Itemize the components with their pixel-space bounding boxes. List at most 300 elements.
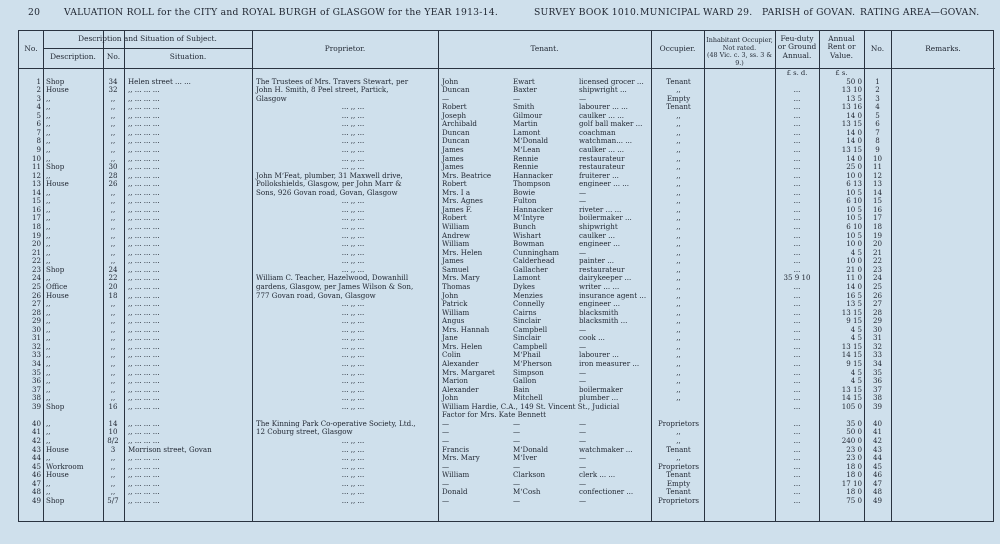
occupier-cell: Proprietors xyxy=(658,495,699,505)
situation-cell: ,, ... ... ... xyxy=(128,299,160,309)
proprietor-cell: ... ,, ... xyxy=(341,470,365,480)
row-number-right: 15 xyxy=(872,196,883,206)
proprietor-cell: ... ,, ... xyxy=(341,256,365,266)
proprietor-cell: ... ,, ... xyxy=(341,478,365,488)
situation-cell: ,, ... ... ... xyxy=(128,341,160,351)
situation-cell: ,, ... ... ... xyxy=(128,162,160,172)
description-cell: ,, xyxy=(46,256,51,266)
proprietor-cell: ... ,, ... xyxy=(341,230,365,240)
description-cell: Workroom xyxy=(46,461,84,471)
tenant-trade: — xyxy=(579,247,587,257)
proprietor-cell: ... ,, ... xyxy=(341,196,365,206)
tenant-trade: restaurateur xyxy=(579,264,625,274)
tenant-surname: Sinclair xyxy=(513,333,541,343)
occupier-cell: ,, xyxy=(676,290,681,300)
situation-cell: ,, ... ... ... xyxy=(128,127,160,137)
situation-cell: ,, ... ... ... xyxy=(128,230,160,240)
tenant-trade: — xyxy=(579,478,587,488)
row-number: 27 xyxy=(31,299,41,309)
row-number-right: 5 xyxy=(875,110,880,120)
annual-value-cell: 13 15 xyxy=(841,144,862,154)
annual-value-cell: 18 0 xyxy=(846,487,862,497)
description-cell: House xyxy=(46,85,69,95)
row-number: 49 xyxy=(31,495,41,505)
tenant-surname: M‘Donald xyxy=(513,444,549,454)
occupier-cell: Empty xyxy=(666,478,691,488)
tenant-trade: riveter ... ... xyxy=(579,204,622,214)
annual-value-cell: 4 5 xyxy=(850,333,862,343)
street-number-cell: 3 xyxy=(110,444,116,454)
proprietor-cell: ... ,, ... xyxy=(341,299,365,309)
col-remarks: Remarks. xyxy=(925,44,961,53)
tenant-forename: John xyxy=(442,290,459,300)
tenant-trade: dairykeeper ... xyxy=(579,273,632,283)
annual-value-cell: 105 0 xyxy=(841,401,862,411)
description-cell: ,, xyxy=(46,453,51,463)
street-number-cell: ,, xyxy=(110,453,116,463)
row-number: 7 xyxy=(36,127,41,137)
tenant-surname: M‘Cosh xyxy=(513,487,541,497)
situation-cell: ,, ... ... ... xyxy=(128,384,160,394)
tenant-forename: Mrs. I a xyxy=(442,187,471,197)
occupier-cell: ,, xyxy=(676,299,681,309)
description-cell: ,, xyxy=(46,299,51,309)
description-cell: ,, xyxy=(46,239,51,249)
row-number-right: 18 xyxy=(872,222,883,232)
row-number-right: 49 xyxy=(872,495,883,505)
annual-value-cell: 13 15 xyxy=(841,307,862,317)
tenant-forename: — xyxy=(442,93,450,103)
tenant-surname: Sinclair xyxy=(513,316,541,326)
tenant-forename: Mrs. Agnes xyxy=(442,196,483,206)
tenant-trade: clerk ... ... xyxy=(579,470,616,480)
annual-value-cell: 50 0 xyxy=(846,76,862,86)
proprietor-cell: ... ,, ... xyxy=(341,324,365,334)
roll-title: VALUATION ROLL for the CITY and ROYAL BURGH of GLASGOW for the YEAR 1913-14. xyxy=(64,7,498,18)
tenant-trade: plumber ... xyxy=(579,393,619,403)
feu-duty-cell: 35 9 10 xyxy=(783,273,811,283)
row-number: 9 xyxy=(36,144,41,154)
tenant-trade: — xyxy=(579,453,587,463)
annual-value-cell: 10 5 xyxy=(846,230,862,240)
tenant-trade: — xyxy=(579,418,587,428)
situation-cell: ,, ... ... ... xyxy=(128,316,160,326)
annual-value-cell: 16 5 xyxy=(846,290,862,300)
annual-value-cell: 14 15 xyxy=(841,350,862,360)
row-number-right: 48 xyxy=(872,487,883,497)
parish: PARISH of GOVAN. xyxy=(762,7,856,18)
feu-duty-cell: ... xyxy=(793,179,801,189)
tenant-surname: Bowie xyxy=(513,187,536,197)
situation-cell: ,, ... ... ... xyxy=(128,324,160,334)
situation-cell: ,, ... ... ... xyxy=(128,153,160,163)
tenant-forename: Archibald xyxy=(442,119,477,129)
row-number-right: 36 xyxy=(872,376,883,386)
feu-duty-cell: ... xyxy=(793,418,801,428)
annual-value-cell: 4 5 xyxy=(850,324,862,334)
tenant-surname: Hannacker xyxy=(513,170,553,180)
tenant-surname: M‘Donald xyxy=(513,136,549,146)
row-number: 8 xyxy=(36,136,41,146)
tenant-forename: William Hardie, C.A., 149 St. Vincent St., Judicial xyxy=(442,401,620,411)
occupier-cell: ,, xyxy=(676,222,681,232)
tenant-trade: labourer ... ... xyxy=(579,102,628,112)
description-cell: ,, xyxy=(46,418,51,428)
feu-duty-cell: ... xyxy=(793,136,801,146)
row-number: 1 xyxy=(36,76,41,86)
street-number-cell: ,, xyxy=(110,204,116,214)
row-number: 12 xyxy=(31,170,41,180)
tenant-surname: Fulton xyxy=(513,196,537,206)
page-number: 20 xyxy=(28,7,41,18)
description-cell: ,, xyxy=(46,487,51,497)
tenant-forename: Alexander xyxy=(442,358,479,368)
annual-value-cell: 6 10 xyxy=(846,222,862,232)
annual-value-cell: 13 5 xyxy=(846,93,862,103)
tenant-forename: Colin xyxy=(442,350,461,360)
tenant-trade: blacksmith xyxy=(579,307,619,317)
tenant-surname: Bunch xyxy=(513,222,536,232)
occupier-cell: ,, xyxy=(676,204,681,214)
street-number-cell: ,, xyxy=(110,324,116,334)
annual-value-cell: 13 15 xyxy=(841,341,862,351)
tenant-forename: Factor for Mrs. Kate Bennett xyxy=(442,410,547,420)
row-number-right: 22 xyxy=(872,256,883,266)
street-number-cell: 5/7 xyxy=(107,495,119,505)
street-number-cell: ,, xyxy=(110,247,116,257)
description-cell: ,, xyxy=(46,153,51,163)
feu-duty-cell: ... xyxy=(793,333,801,343)
situation-cell: ,, ... ... ... xyxy=(128,187,160,197)
feu-duty-cell: ... xyxy=(793,487,801,497)
tenant-surname: Rennie xyxy=(513,162,539,172)
row-number-right: 43 xyxy=(872,444,883,454)
rating-area: RATING AREA—GOVAN. xyxy=(860,7,980,18)
row-number-right: 2 xyxy=(875,85,880,95)
valuation-table xyxy=(18,30,994,522)
feu-duty-cell: ... xyxy=(793,162,801,172)
tenant-trade: iron measurer ... xyxy=(579,358,640,368)
description-cell: House xyxy=(46,290,69,300)
row-number: 16 xyxy=(31,204,41,214)
col-description: Description. xyxy=(50,52,96,61)
situation-cell: ,, ... ... ... xyxy=(128,427,160,437)
tenant-forename: Mrs. Helen xyxy=(442,247,483,257)
row-number: 42 xyxy=(31,436,41,446)
annual-value-cell: 4 5 xyxy=(850,367,862,377)
occupier-cell: ,, xyxy=(676,136,681,146)
tenant-trade: shipwright xyxy=(579,222,618,232)
row-number: 39 xyxy=(31,401,41,411)
annual-value-cell: 23 0 xyxy=(846,444,862,454)
street-number-cell: ,, xyxy=(110,384,116,394)
description-cell: ,, xyxy=(46,247,51,257)
feu-duty-cell: ... xyxy=(793,230,801,240)
row-number: 24 xyxy=(31,273,41,283)
description-cell: ,, xyxy=(46,307,51,317)
annual-value-cell: 13 16 xyxy=(841,102,862,112)
row-number: 23 xyxy=(31,264,41,274)
street-number-cell: 20 xyxy=(108,281,118,291)
row-number-right: 29 xyxy=(872,316,883,326)
occupier-cell: ,, xyxy=(676,384,681,394)
tenant-forename: Robert xyxy=(442,102,467,112)
tenant-surname: Simpson xyxy=(513,367,544,377)
occupier-cell: ,, xyxy=(676,281,681,291)
row-number: 13 xyxy=(31,179,41,189)
tenant-trade: — xyxy=(579,93,587,103)
row-number-right: 12 xyxy=(872,170,883,180)
row-number: 41 xyxy=(31,427,41,437)
street-number-cell: ,, xyxy=(110,93,116,103)
row-number-right: 1 xyxy=(875,76,880,86)
row-number-right: 31 xyxy=(872,333,883,343)
proprietor-cell: ... ,, ... xyxy=(341,316,365,326)
description-cell: ,, xyxy=(46,230,51,240)
street-number-cell: ,, xyxy=(110,316,116,326)
proprietor-cell: ... ,, ... xyxy=(341,222,365,232)
tenant-forename: Mrs. Margaret xyxy=(442,367,495,377)
row-number-right: 3 xyxy=(875,93,880,103)
tenant-surname: Rennie xyxy=(513,153,539,163)
tenant-surname: M‘Lean xyxy=(513,144,541,154)
occupier-cell: ,, xyxy=(676,247,681,257)
tenant-trade: coachman xyxy=(579,127,616,137)
situation-cell: ,, ... ... ... xyxy=(128,179,160,189)
description-cell: ,, xyxy=(46,119,51,129)
street-number-cell: 34 xyxy=(108,76,118,86)
row-number: 45 xyxy=(31,461,41,471)
situation-cell: ,, ... ... ... xyxy=(128,470,160,480)
situation-cell: ,, ... ... ... xyxy=(128,256,160,266)
annual-value-cell: 9 15 xyxy=(846,358,862,368)
situation-cell: ,, ... ... ... xyxy=(128,461,160,471)
row-number-right: 21 xyxy=(872,247,883,257)
row-number: 43 xyxy=(31,444,41,454)
street-number-cell: 24 xyxy=(108,264,118,274)
feu-duty-cell: ... xyxy=(793,384,801,394)
situation-cell: ,, ... ... ... xyxy=(128,273,160,283)
situation-cell: ,, ... ... ... xyxy=(128,393,160,403)
row-number-right: 32 xyxy=(872,341,883,351)
row-number: 2 xyxy=(36,85,41,95)
occupier-cell: ,, xyxy=(676,256,681,266)
feu-duty-cell: ... xyxy=(793,290,801,300)
proprietor-cell: ... ,, ... xyxy=(341,204,365,214)
row-number-right: 34 xyxy=(872,358,883,368)
proprietor-line: The Kinning Park Co-operative Society, Ltd., xyxy=(256,418,416,428)
feu-duty-cell: ... xyxy=(793,264,801,274)
annual-value-cell: 10 5 xyxy=(846,213,862,223)
tenant-surname: Smith xyxy=(513,102,535,112)
row-number: 19 xyxy=(31,230,41,240)
occupier-cell: ,, xyxy=(676,367,681,377)
annual-value-cell: 10 0 xyxy=(846,256,862,266)
occupier-cell: ,, xyxy=(676,358,681,368)
description-cell: ,, xyxy=(46,367,51,377)
street-number-cell: ,, xyxy=(110,341,116,351)
feu-duty-cell: ... xyxy=(793,401,801,411)
annual-value-cell: 13 10 xyxy=(841,85,862,95)
feu-duty-cell: ... xyxy=(793,247,801,257)
tenant-surname: — xyxy=(513,436,521,446)
row-number: 30 xyxy=(31,324,41,334)
situation-cell: ,, ... ... ... xyxy=(128,110,160,120)
row-number: 44 xyxy=(31,453,41,463)
annual-units: £ s. xyxy=(835,69,848,77)
row-number-right: 47 xyxy=(872,478,883,488)
row-number-right: 28 xyxy=(872,307,883,317)
tenant-trade: — xyxy=(579,376,587,386)
tenant-forename: John xyxy=(442,76,459,86)
situation-cell: ,, ... ... ... xyxy=(128,281,160,291)
situation-cell: ,, ... ... ... xyxy=(128,418,160,428)
tenant-forename: James xyxy=(442,256,464,266)
feu-duty-cell: ... xyxy=(793,153,801,163)
annual-value-cell: 18 0 xyxy=(846,461,862,471)
tenant-forename: John xyxy=(442,393,459,403)
tenant-forename: Robert xyxy=(442,179,467,189)
row-number: 28 xyxy=(31,307,41,317)
row-number: 26 xyxy=(31,290,41,300)
street-number-cell: ,, xyxy=(110,333,116,343)
street-number-cell: 32 xyxy=(108,85,118,95)
row-number-right: 23 xyxy=(872,264,883,274)
street-number-cell: ,, xyxy=(110,196,116,206)
situation-cell: ,, ... ... ... xyxy=(128,376,160,386)
proprietor-cell: ... ,, ... xyxy=(341,358,365,368)
occupier-cell: ,, xyxy=(676,393,681,403)
row-number: 33 xyxy=(31,350,41,360)
street-number-cell: ,, xyxy=(110,222,116,232)
proprietor-cell: ... ,, ... xyxy=(341,333,365,343)
annual-value-cell: 10 5 xyxy=(846,187,862,197)
proprietor-cell: ... ,, ... xyxy=(341,144,365,154)
tenant-surname: Lamont xyxy=(513,273,541,283)
description-cell: ,, xyxy=(46,102,51,112)
row-number: 14 xyxy=(31,187,41,197)
street-number-cell: ,, xyxy=(110,358,116,368)
col-proprietor: Proprietor. xyxy=(324,44,366,53)
row-number-right: 27 xyxy=(872,299,883,309)
situation-cell: ,, ... ... ... xyxy=(128,213,160,223)
tenant-trade: shipwright ... xyxy=(579,85,627,95)
feu-duty-cell: ... xyxy=(793,93,801,103)
annual-value-cell: 13 15 xyxy=(841,384,862,394)
annual-value-cell: 11 0 xyxy=(846,273,862,283)
occupier-cell: ,, xyxy=(676,273,681,283)
occupier-cell: ,, xyxy=(676,110,681,120)
annual-value-cell: 50 0 xyxy=(846,427,862,437)
proprietor-line: Sons, 926 Govan road, Govan, Glasgow xyxy=(256,187,398,197)
feu-duty-cell: ... xyxy=(793,316,801,326)
proprietor-line: 12 Coburg street, Glasgow xyxy=(256,427,353,437)
feu-duty-cell: ... xyxy=(793,367,801,377)
tenant-forename: Samuel xyxy=(442,264,469,274)
situation-cell: ,, ... ... ... xyxy=(128,358,160,368)
row-number-right: 40 xyxy=(872,418,883,428)
tenant-surname: Menzies xyxy=(513,290,543,300)
row-number-right: 39 xyxy=(872,401,883,411)
row-number: 46 xyxy=(31,470,41,480)
col-annual-value: Annual Rent or Value. xyxy=(827,34,856,60)
tenant-surname: M‘Intyre xyxy=(513,213,545,223)
row-number: 10 xyxy=(31,153,41,163)
annual-value-cell: 75 0 xyxy=(846,495,862,505)
annual-value-cell: 9 15 xyxy=(846,316,862,326)
feu-duty-cell: ... xyxy=(793,196,801,206)
proprietor-line: John H. Smith, 8 Peel street, Partick, xyxy=(256,85,389,95)
annual-value-cell: 10 0 xyxy=(846,170,862,180)
situation-cell: ,, ... ... ... xyxy=(128,85,160,95)
tenant-trade: restaurateur xyxy=(579,153,625,163)
tenant-forename: Duncan xyxy=(442,85,470,95)
occupier-cell: ,, xyxy=(676,213,681,223)
situation-cell: ,, ... ... ... xyxy=(128,487,160,497)
feu-duty-cell: ... xyxy=(793,350,801,360)
description-cell: Shop xyxy=(46,76,65,86)
description-cell: ,, xyxy=(46,93,51,103)
row-number-right: 46 xyxy=(872,470,883,480)
proprietor-cell: ... ,, ... xyxy=(341,110,365,120)
tenant-forename: Duncan xyxy=(442,127,470,137)
occupier-cell: ,, xyxy=(676,264,681,274)
feu-duty-cell: ... xyxy=(793,307,801,317)
description-cell: ,, xyxy=(46,136,51,146)
situation-cell: ,, ... ... ... xyxy=(128,102,160,112)
description-cell: House xyxy=(46,470,69,480)
description-cell: ,, xyxy=(46,393,51,403)
col-tenant: Tenant. xyxy=(530,44,559,53)
situation-cell: ,, ... ... ... xyxy=(128,264,160,274)
row-number-right: 4 xyxy=(875,102,880,112)
tenant-trade: blacksmith ... xyxy=(579,316,628,326)
street-number-cell: 28 xyxy=(108,170,118,180)
tenant-surname: Clarkson xyxy=(513,470,546,480)
annual-value-cell: 6 10 xyxy=(846,196,862,206)
row-number: 20 xyxy=(31,239,41,249)
tenant-forename: William xyxy=(442,470,470,480)
tenant-trade: engineer ... xyxy=(579,299,620,309)
situation-cell: ,, ... ... ... xyxy=(128,495,160,505)
street-number-cell: ,, xyxy=(110,376,116,386)
tenant-forename: Duncan xyxy=(442,136,470,146)
occupier-cell: Tenant xyxy=(666,487,691,497)
tenant-surname: M‘Iver xyxy=(513,453,537,463)
occupier-cell: ,, xyxy=(676,119,681,129)
annual-value-cell: 23 0 xyxy=(846,453,862,463)
annual-value-cell: 18 0 xyxy=(846,470,862,480)
tenant-trade: restaurateur xyxy=(579,162,625,172)
feu-duty-cell: ... xyxy=(793,170,801,180)
row-number-right: 7 xyxy=(875,127,880,137)
description-cell: ,, xyxy=(46,384,51,394)
street-number-cell: ,, xyxy=(110,213,116,223)
tenant-surname: Bowman xyxy=(513,239,545,249)
description-cell: House xyxy=(46,444,69,454)
tenant-trade: caulker ... ... xyxy=(579,110,624,120)
annual-value-cell: 13 15 xyxy=(841,119,862,129)
feu-duty-cell: ... xyxy=(793,299,801,309)
tenant-surname: Cunningham xyxy=(513,247,560,257)
tenant-trade: painter ... xyxy=(579,256,615,266)
tenant-trade: caulker ... ... xyxy=(579,144,624,154)
occupier-cell: ,, xyxy=(676,170,681,180)
description-cell: House xyxy=(46,179,69,189)
occupier-cell: ,, xyxy=(676,187,681,197)
row-number: 31 xyxy=(31,333,41,343)
tenant-trade: — xyxy=(579,461,587,471)
